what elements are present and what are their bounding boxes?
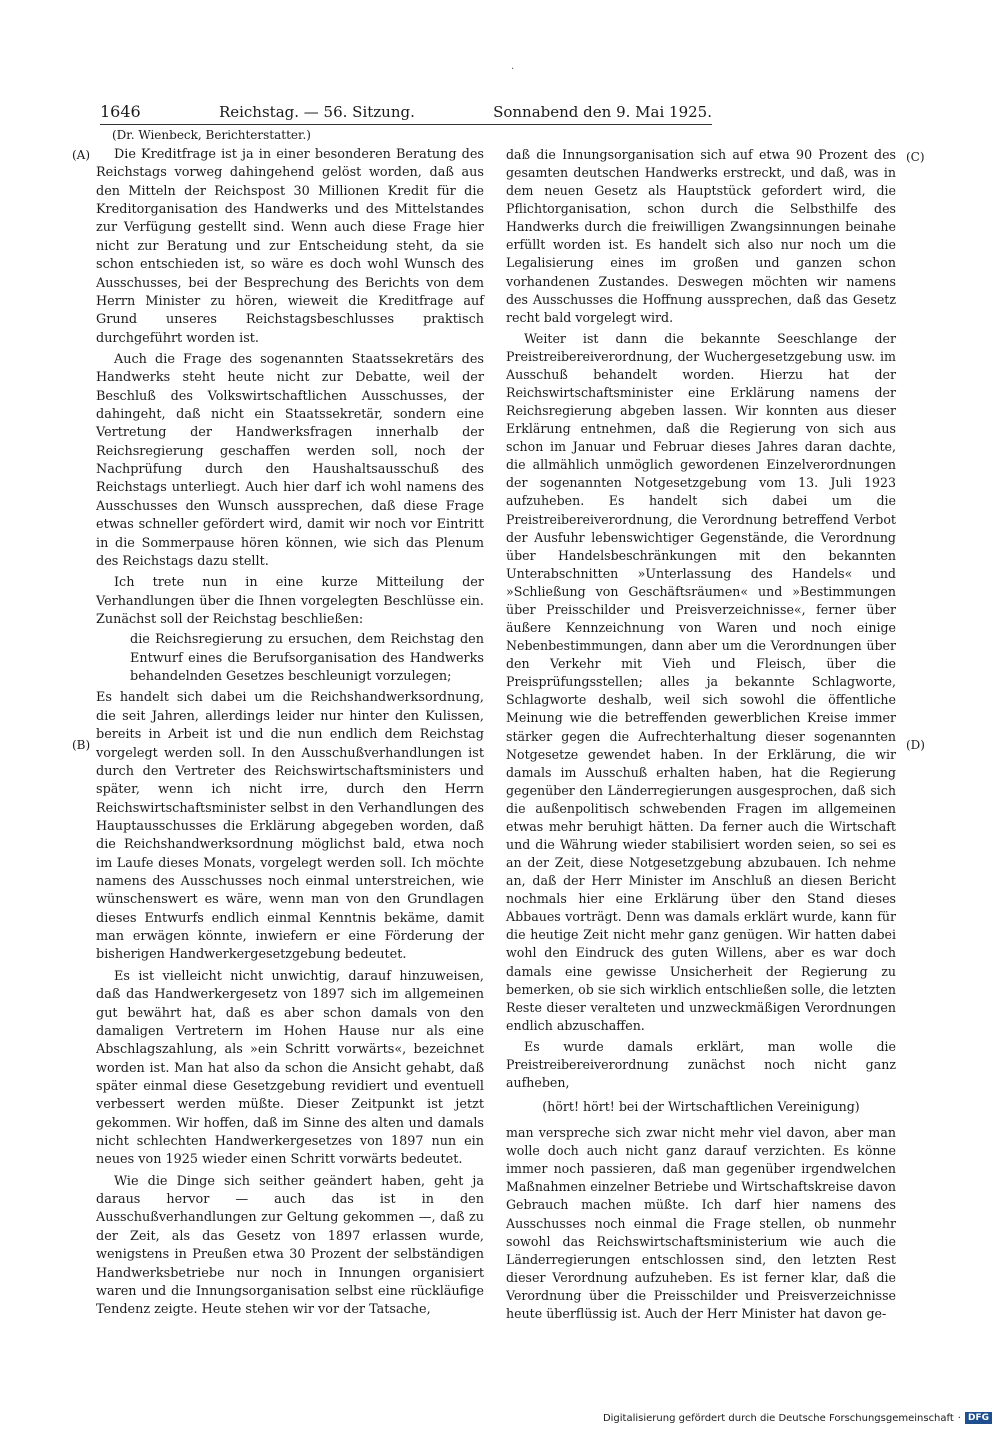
margin-marker-d: (D) <box>906 738 925 752</box>
left-paragraph-6: Wie die Dinge sich seither geändert haben, geht ja daraus hervor — auch das ist in den Ausschußverhandlungen zur Geltung gekommen —, daß zu der Zeit, als das Gesetz von 1897 erlassen wurde, wenigstens in Preußen etwa 30 Prozent der selbständigen Handwerksbetriebe nur noch in Innungen organisiert waren und die Innungsorganisation selbst eine rückläufige Tendenz zeigte. Heute stehen wir vor der Tatsache, <box>96 1173 484 1318</box>
right-paragraph-1: daß die Innungsorganisation sich auf etwa 90 Prozent des gesamten deutschen Handwerks erstreckt, und daß, was in dem neuen Gesetz als Hauptstück gefordert wird, die Pflichtorganisation, schon durch die Selbsthilfe des Handwerks durch die freiwilligen Zwangsinnungen beinahe erfüllt worden ist. Es handelt sich also nur noch um die Legalisierung eines im großen und ganzen schon vorhandenen Zustandes. Deswegen möchten wir namens des Ausschusses die Hoffnung aussprechen, daß das Gesetz recht bald vorgelegt wird. <box>506 147 896 325</box>
left-column <box>96 146 484 1331</box>
speaker-line: (Dr. Wienbeck, Berichterstatter.) <box>112 128 311 142</box>
dfg-logo: DFG <box>965 1412 992 1424</box>
left-paragraph-2: Auch die Frage des sogenannten Staatssekretärs des Handwerks steht heute nicht zur Debatte, weil der Beschluß des Volkswirtschaftlichen Ausschusses, der dahingeht, daß nicht ein Staatssekretär, sondern eine Vertretung der Handwerksfragen innerhalb der Reichsregierung geschaffen werden soll, noch der Nachprüfung durch den Haushaltsausschuß des Reichstags unterliegt. Auch hier darf ich wohl namens des Ausschusses den Wunsch aussprechen, daß diese Frage etwas schneller gefördert wird, damit wir noch vor Eintritt in die Sommerpause hören können, wie sich das Plenum des Reichstags dazu stellt. <box>96 351 484 569</box>
right-paragraph-3: Es wurde damals erklärt, man wolle die Preistreibereiverordnung zunächst noch nicht ganz aufheben, <box>506 1038 896 1090</box>
right-interjection: (hört! hört! bei der Wirtschaftlichen Vereinigung) <box>542 1099 860 1115</box>
margin-marker-c: (C) <box>906 150 925 164</box>
margin-marker-b: (B) <box>72 738 91 752</box>
right-column <box>506 146 896 1331</box>
footer-text: Digitalisierung gefördert durch die Deutsche Forschungsgemeinschaft <box>602 1412 954 1424</box>
left-paragraph-1: Die Kreditfrage ist ja in einer besonderen Beratung des Reichstags vorweg dahingehend gelöst worden, daß aus den Mitteln der Reichspost 30 Millionen Kredit für die Kreditorganisation des Handwerks und des Mittelstandes zur Verfügung gestellt sind. Wenn auch diese Frage hier nicht zur Beratung und zur Entscheidung steht, da sie schon entschieden ist, so wäre es doch wohl Wunsch des Ausschusses, bei der Besprechung des Berichts von dem Herrn Minister zu hören, wieweit die Kreditfrage auf Grund unseres Reichstagsbeschlusses praktisch durchgeführt worden ist. <box>96 147 484 346</box>
decorative-dot: · <box>511 64 515 75</box>
page-header <box>100 102 712 125</box>
right-paragraph-2: Weiter ist dann die bekannte Seeschlange der Preistreibereiverordnung, der Wuchergesetzgebung usw. im Ausschuß behandelt worden. Hierzu hat der Reichswirtschaftsminister eine Erklärung namens der Reichsregierung abgeben lassen. Wir konnten aus dieser Erklärung entnehmen, daß die Regierung von sich aus schon im Januar und Februar dieses Jahres daran dachte, die allmählich unmöglich gewordenen Einzelverordnungen der sogenannten Notgesetzgebung vom 13. Juli 1923 aufzuheben. Es handelt sich dabei um die Preistreibereiverordnung, die Verordnung betreffend Verbot der Ausfuhr lebenswichtiger Gegenstände, die Verordnung über Handelsbeschränkungen mit den bekannten Unterabschnitten »Unterlassung des Handels« und »Schließung von Geschäftsräumen« und »Bestimmungen über Preisschilder und Preisverzeichnisse«, ferner über äußere Kennzeichnung von Waren und noch einige Nebenbestimmungen, dann aber um die Verordnungen über den Verkehr mit Vieh und Fleisch, über die Preisprüfungsstellen; alles ja bekannte Schlagworte, Schlagworte deshalb, weil sich sowohl die öffentliche Meinung wie die betreffenden gewerblichen Kreise immer stärker gegen die Aufrechterhaltung dieser sogenannten Notgesetze gewendet haben. In der Erklärung, die wir damals im Ausschuß erhalten haben, hat die Regierung gegenüber den Länderregierungen ausgesprochen, daß sich die außenpolitisch schwebenden Fragen im allgemeinen etwas mehr beruhigt hätten. Da ferner auch die Wirtschaft und die Währung wieder stabilisiert worden seien, so sei es an der Zeit, diese Notgesetzgebung abzubauen. Ich nehme an, daß der Herr Minister im Anschluß an diesen Bericht nochmals hier eine Erklärung über den Stand dieses Abbaues vorträgt. Denn was damals erklärt wurde, kann für die heutige Zeit nicht mehr ganz genügen. Wir hatten dabei wohl den Eindruck des guten Willens, aber es war doch damals eine gewisse Unsicherheit der Regierung zu bemerken, ob sie sich wirklich entschließen solle, die letzten Reste dieser veralteten und unzweckmäßigen Verordnungen endlich abzuschaffen. <box>506 330 896 1033</box>
page-number: 1646 <box>100 102 141 121</box>
left-paragraph-5: Es ist vielleicht nicht unwichtig, darauf hinzuweisen, daß das Handwerkergesetz von 1897 sich im allgemeinen gut bewährt hat, daß es aber schon damals von den damaligen Vertretern im Hohen Hause nur als eine Abschlagszahlung, als »ein Schritt vorwärts«, bezeichnet worden ist. Man hat also da schon die Ansicht gehabt, daß später einmal diese Gesetzgebung revidiert und eventuell verbessert werden müßte. Dieser Zeitpunkt ist jetzt gekommen. Wir hoffen, daß im Sinne des alten und damals nicht schlechten Handwerkergesetzes von 1897 nun ein neues von 1925 wieder einen Schritt vorwärts bedeutet. <box>96 968 484 1168</box>
running-title-right: Sonnabend den 9. Mai 1925. <box>493 103 712 121</box>
left-paragraph-4: Es handelt sich dabei um die Reichshandwerksordnung, die seit Jahren, allerdings leider nur hinter den Kulissen, bereits in Arbeit ist und die nun endlich dem Reichstag vorgelegt werden soll. In den Ausschußverhandlungen ist durch den Vertreter des Reichswirtschaftsministers und später, wenn ich nicht irre, durch den Herrn Reichswirtschaftsminister selbst in den Verhandlungen des Hauptausschusses die Erklärung abgegeben worden, daß die Reichshandwerksordnung möglichst bald, etwa noch im Laufe dieses Monats, vorgelegt werden soll. Ich möchte namens des Ausschusses noch einmal unterstreichen, wie wünschenswert es wäre, wenn man von den Grundlagen dieses Entwurfs endlich einmal Kenntnis bekäme, damit man erwägen könnte, inwiefern er eine Förderung der bisherigen Handwerkergesetzgebung bedeutet. <box>96 690 484 963</box>
right-paragraph-4: man verspreche sich zwar nicht mehr viel davon, aber man wolle doch auch nicht ganz darauf verzichten. Es könne immer noch passieren, daß man gegenüber irgendwelchen Maßnahmen einzelner Betriebe und Wirtschaftskreise davon Gebrauch machen müßte. Ich darf hier namens des Ausschusses noch einmal die Frage stellen, ob nunmehr sowohl das Reichswirtschaftsministerium wie auch die Länderregierungen entschlossen sind, den letzten Rest dieser Verordnung aufzuheben. Es ist ferner klar, daß die Verordnung über die Preisschilder und Preisverzeichnisse heute überflüssig ist. Auch der Herr Minister hat davon ge- <box>506 1125 896 1321</box>
footer-credit: Digitalisierung gefördert durch die Deutsche Forschungsgemeinschaft · DFG <box>603 1412 992 1424</box>
left-paragraph-3: Ich trete nun in eine kurze Mitteilung der Verhandlungen über die Ihnen vorgelegten Beschlüsse ein. Zunächst soll der Reichstag beschließen: <box>96 575 484 627</box>
left-quoted-motion: die Reichsregierung zu ersuchen, dem Reichstag den Entwurf eines die Berufsorganisation des Handwerks behandelnden Gesetzes beschleunigt vorzulegen; <box>130 632 484 685</box>
running-title-left: Reichstag. — 56. Sitzung. <box>218 103 415 121</box>
margin-marker-a: (A) <box>72 148 91 162</box>
